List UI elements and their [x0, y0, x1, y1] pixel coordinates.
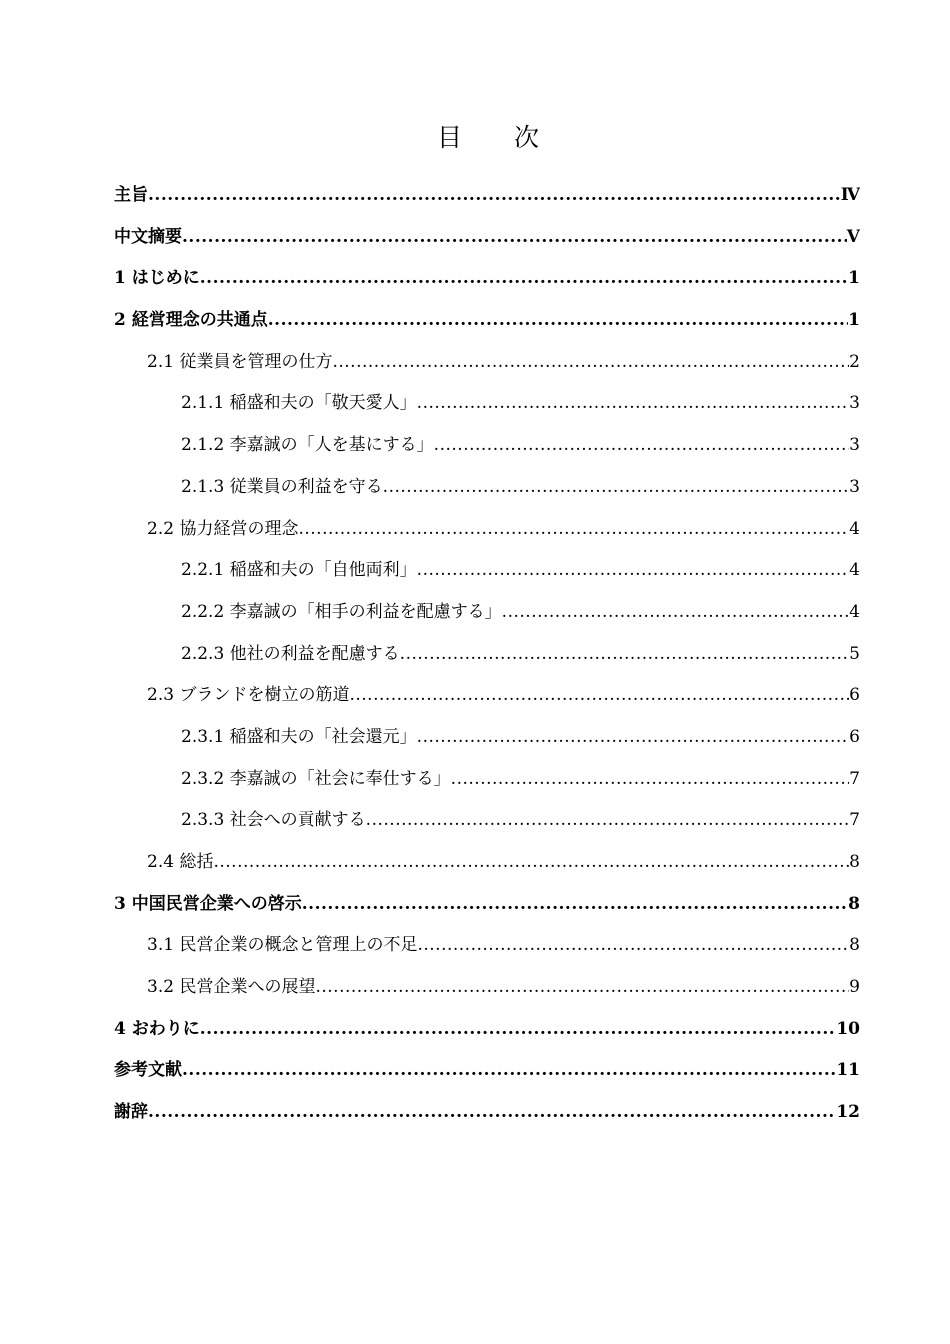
toc-entry[interactable]: [114, 759, 860, 801]
toc-entry-page-number: 2: [849, 351, 860, 372]
toc-entry-page-number: 7: [849, 810, 860, 831]
toc-entry-label: 参考文献: [114, 1060, 182, 1081]
toc-dot-leader: [182, 1050, 836, 1092]
toc-dot-leader: [268, 300, 848, 342]
toc-entry-page-number: 4: [849, 518, 860, 539]
toc-entry-label: 2.3.3 社会への貢献する: [181, 810, 366, 831]
toc-entry-page-number: 6: [849, 685, 860, 706]
toc-entry-label: 2.2.2 李嘉誠の「相手の利益を配慮する」: [181, 601, 502, 622]
toc-entry-label: 3 中国民営企業への啓示: [114, 893, 302, 914]
toc-dot-leader: [332, 342, 849, 384]
toc-entry-label: 2.3 ブランドを樹立の筋道: [147, 685, 350, 706]
toc-entry[interactable]: [114, 842, 860, 884]
toc-entry-page-number: 4: [849, 560, 860, 581]
toc-entry[interactable]: [114, 634, 860, 676]
toc-entry-label: 4 おわりに: [114, 1018, 200, 1039]
toc-entry-label: 主旨: [114, 185, 148, 205]
toc-entry[interactable]: [114, 300, 860, 342]
toc-entry-page-number: 1: [848, 268, 860, 289]
toc-entry[interactable]: [114, 258, 860, 300]
toc-dot-leader: [451, 759, 850, 801]
toc-dot-leader: [148, 1092, 836, 1134]
toc-entry[interactable]: [114, 592, 860, 634]
table-of-contents: [114, 175, 860, 1134]
toc-entry-page-number: Ⅳ: [840, 185, 860, 205]
toc-entry[interactable]: [114, 550, 860, 592]
toc-dot-leader: [366, 800, 850, 842]
toc-dot-leader: [298, 509, 849, 551]
toc-entry-page-number: 5: [849, 643, 860, 664]
toc-entry[interactable]: [114, 884, 860, 926]
toc-dot-leader: [383, 467, 850, 509]
toc-entry-label: 2.3.1 稲盛和夫の「社会還元」: [181, 726, 417, 747]
toc-dot-leader: [213, 842, 849, 884]
toc-entry-label: 3.2 民営企業への展望: [147, 977, 316, 998]
toc-entry-page-number: 8: [849, 852, 860, 872]
toc-dot-leader: [200, 1009, 837, 1051]
toc-entry-page-number: 12: [836, 1102, 860, 1123]
toc-dot-leader: [182, 217, 847, 259]
toc-entry-label: 1 はじめに: [114, 268, 200, 289]
page-title: [0, 118, 950, 154]
toc-entry[interactable]: [114, 800, 860, 842]
toc-dot-leader: [502, 592, 850, 634]
toc-entry-page-number: 8: [848, 893, 860, 914]
title-char-2: 次: [514, 123, 540, 152]
title-char-1: 目: [436, 123, 462, 152]
toc-dot-leader: [434, 425, 850, 467]
toc-entry[interactable]: [114, 717, 860, 759]
toc-entry-page-number: 11: [836, 1060, 860, 1081]
toc-entry[interactable]: [114, 925, 860, 967]
toc-entry-page-number: 3: [849, 435, 860, 456]
toc-entry-page-number: 7: [849, 768, 860, 789]
toc-dot-leader: [417, 383, 850, 425]
toc-entry-label: 2.2 協力経営の理念: [147, 518, 299, 539]
toc-dot-leader: [148, 175, 841, 217]
toc-dot-leader: [200, 258, 848, 300]
toc-dot-leader: [302, 884, 848, 926]
toc-entry-label: 3.1 民営企業の概念と管理上の不足: [147, 935, 418, 956]
toc-entry[interactable]: [114, 467, 860, 509]
toc-dot-leader: [315, 967, 849, 1009]
toc-entry[interactable]: [114, 425, 860, 467]
toc-entry-page-number: 4: [849, 601, 860, 622]
toc-entry-label: 2.2.3 他社の利益を配慮する: [181, 643, 400, 664]
toc-entry[interactable]: [114, 217, 860, 259]
toc-entry-page-number: Ⅴ: [846, 226, 860, 247]
toc-entry[interactable]: [114, 1009, 860, 1051]
toc-entry-label: 2.2.1 稲盛和夫の「自他両利」: [181, 560, 417, 581]
toc-entry-page-number: 9: [849, 977, 860, 998]
toc-entry[interactable]: [114, 1092, 860, 1134]
toc-dot-leader: [400, 634, 850, 676]
toc-entry[interactable]: [114, 967, 860, 1009]
toc-entry-label: 2 経営理念の共通点: [114, 310, 268, 331]
toc-entry-page-number: 10: [836, 1018, 860, 1039]
toc-entry-page-number: 1: [848, 310, 860, 331]
toc-entry[interactable]: [114, 675, 860, 717]
toc-entry-label: 中文摘要: [114, 226, 182, 247]
toc-entry-page-number: 3: [849, 476, 860, 497]
toc-entry-label: 2.1.1 稲盛和夫の「敬天愛人」: [181, 393, 417, 414]
toc-dot-leader: [417, 925, 849, 967]
toc-entry-label: 2.1.2 李嘉誠の「人を基にする」: [181, 435, 434, 456]
toc-dot-leader: [349, 675, 849, 717]
toc-entry-label: 2.1.3 従業員の利益を守る: [181, 476, 383, 497]
toc-entry[interactable]: [114, 342, 860, 384]
toc-entry-label: 謝辞: [114, 1102, 148, 1123]
toc-entry-label: 2.1 従業員を管理の仕方: [147, 351, 333, 372]
toc-entry[interactable]: [114, 509, 860, 551]
toc-dot-leader: [417, 550, 850, 592]
toc-entry[interactable]: [114, 1050, 860, 1092]
toc-entry-label: 2.4 総括: [147, 852, 214, 872]
toc-entry-page-number: 6: [849, 726, 860, 747]
toc-entry-page-number: 3: [849, 393, 860, 414]
toc-dot-leader: [417, 717, 850, 759]
toc-entry[interactable]: [114, 383, 860, 425]
toc-entry-label: 2.3.2 李嘉誠の「社会に奉仕する」: [181, 768, 451, 789]
toc-entry[interactable]: [114, 175, 860, 217]
toc-entry-page-number: 8: [849, 935, 860, 956]
